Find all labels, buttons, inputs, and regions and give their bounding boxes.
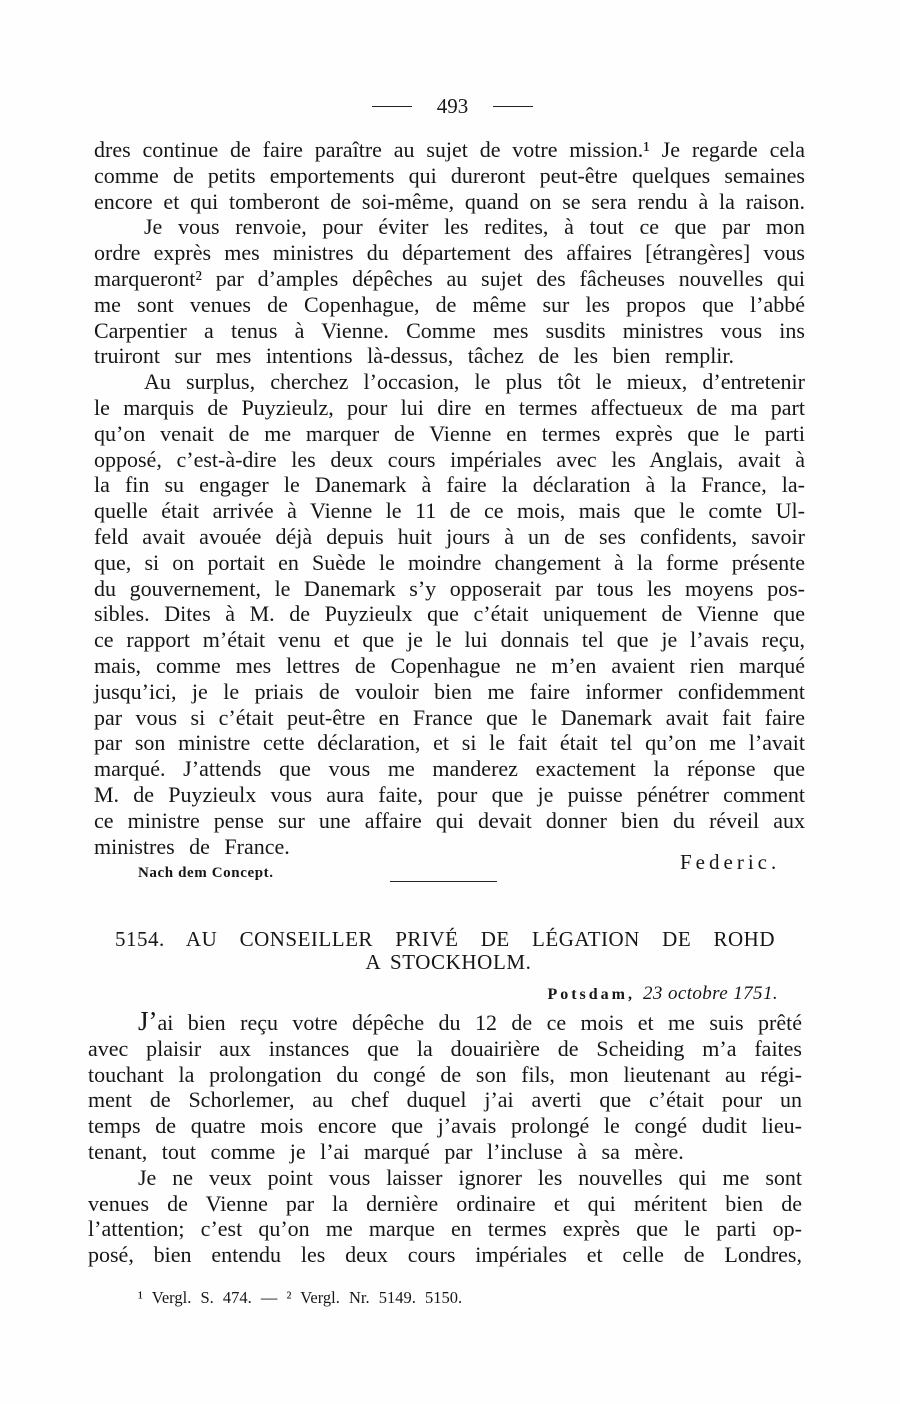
text-line: posé, bien entendu les deux cours impériales et celle de Londres, [88,1242,802,1268]
text-line: ministres de France. [94,833,290,859]
paragraph [94,369,805,859]
text-line: ce ministre pense sur une affaire qui devait donner bien du réveil aux [94,807,805,833]
text-line: marqué. J’attends que vous me manderez exactement la réponse que [94,756,805,782]
paragraph [94,137,805,214]
text-line: Je ne veux point vous laisser ignorer les nouvelles qui me sont [138,1164,802,1190]
page-number: 493 [436,94,469,118]
text-line: du gouvernement, le Danemark s’y opposerait par tous les moyens pos- [94,575,805,601]
previous-letter-text [94,137,805,859]
text-line: Je vous renvoie, pour éviter les redites, à tout ce que par mon [144,214,805,240]
text-line: encore et qui tomberont de soi-même, quand on se sera rendu à la raison. [94,188,805,214]
text-line: ce rapport m’était venu et que je le lui donnais tel que je l’avais reçu, [94,627,805,653]
letter-text [88,1006,802,1268]
text-line: truiront sur mes intentions là-dessus, tâchez de les bien remplir. [94,343,735,369]
date-text: 23 octobre 1751. [643,983,778,1004]
letter-number: 5154. [115,927,165,951]
page-number-left-rule [372,106,412,107]
text-line: ment de Schorlemer, au chef duquel j’ai averti que c’était pour un [88,1087,802,1113]
text-line: J’ai bien reçu votre dépêche du 12 de ce mois et me suis prêté [138,1006,802,1036]
text-line: temps de quatre mois encore que j’avais prolongé le congé dudit lieu- [88,1113,802,1139]
text-line: Carpentier a tenus à Vienne. Comme mes susdits ministres vous ins [94,317,805,343]
page-header [372,93,533,119]
text-line: touchant la prolongation du congé de son fils, mon lieutenant au régi- [88,1061,802,1087]
text-line: M. de Puyzieulx vous aura faite, pour que je puisse pénétrer comment [94,781,805,807]
text-line: par vous si c’était peut-être en France que le Danemark avait fait faire [94,704,805,730]
page-number-right-rule [493,106,533,107]
source-note: Nach dem Concept. [138,865,274,881]
text-line: Au surplus, cherchez l’occasion, le plus tôt le mieux, d’entretenir [144,369,805,395]
text-line: opposé, c’est-à-dire les deux cours impériales avec les Anglais, avait à [94,446,805,472]
footnotes: ¹ Vergl. S. 474. — ² Vergl. Nr. 5149. 5150. [138,1288,463,1307]
paragraph [88,1006,802,1165]
text-line: mais, comme mes lettres de Copenhague ne m’en avaient rien marqué [94,652,805,678]
text-line: avec plaisir aux instances que la douairière de Scheiding m’a faites [88,1035,802,1061]
text-line: feld avait avouée déjà depuis huit jours à un de ses confidents, savoir [94,523,805,549]
letter-heading [115,927,775,951]
text-line: l’attention; c’est qu’on me marque en termes exprès que le parti op- [88,1216,802,1242]
text-line: que, si on portait en Suède le moindre changement à la forme présente [94,549,805,575]
text-line: marqueront² par d’amples dépêches au sujet des fâcheuses nouvelles qui [94,265,805,291]
date-line [547,983,778,1006]
signature: Federic. [680,850,781,874]
letter-recipient-place: A STOCKHOLM. [365,950,532,974]
text-line: qu’on venait de me marquer de Vienne en termes exprès que le parti [94,420,805,446]
date-place: Potsdam, [547,986,636,1003]
letter-recipient: AU CONSEILLER PRIVÉ DE LÉGATION DE ROHD [185,927,775,951]
section-divider [390,881,497,882]
text-line: me sont venues de Copenhague, de même sur les propos que l’abbé [94,291,805,317]
text-line: tenant, tout comme je l’ai marqué par l’incluse à sa mère. [88,1138,684,1164]
text-line: sibles. Dites à M. de Puyzieulx que c’était uniquement de Vienne que [94,601,805,627]
text-line: le marquis de Puyzieulz, pour lui dire en termes affectueux de ma part [94,394,805,420]
text-line: jusqu’ici, je le priais de vouloir bien me faire informer confidemment [94,678,805,704]
text-line: venues de Vienne par la dernière ordinaire et qui méritent bien de [88,1190,802,1216]
paragraph [88,1165,802,1268]
paragraph [94,214,805,369]
text-line: par son ministre cette déclaration, et si le fait était tel qu’on me l’avait [94,730,805,756]
text-line: ordre exprès mes ministres du département des affaires [étrangères] vous [94,240,805,266]
text-line: dres continue de faire paraître au sujet de votre mission.¹ Je regarde cela [94,137,805,162]
text-line: quelle était arrivée à Vienne le 11 de ce mois, mais que le comte Ul- [94,498,805,524]
text-line: comme de petits emportements qui dureront peut-être quelques semaines [94,162,805,188]
text-line: la fin su engager le Danemark à faire la déclaration à la France, la- [94,472,805,498]
